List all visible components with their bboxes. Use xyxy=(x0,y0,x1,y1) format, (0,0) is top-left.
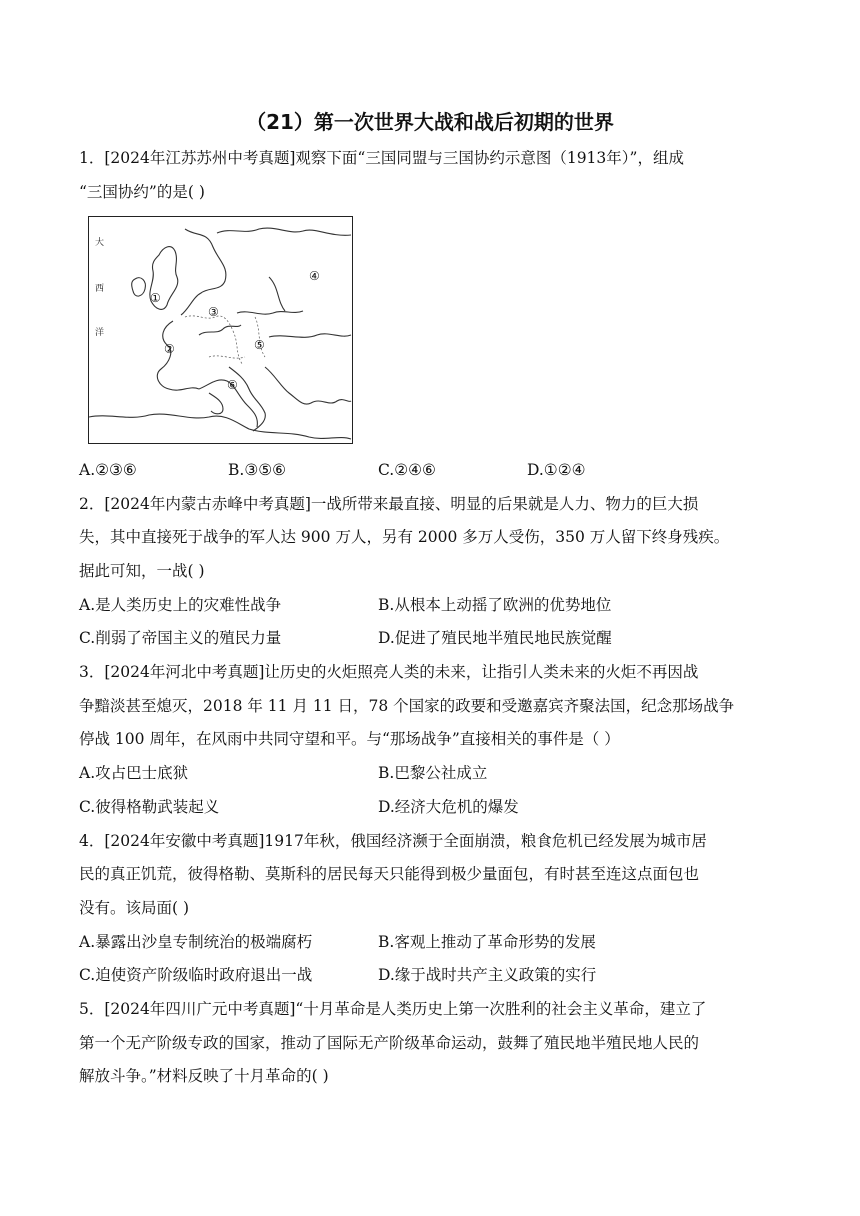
question-1-option-d[interactable]: D.①②④ xyxy=(527,461,586,479)
question-1-option-b[interactable]: B.③⑤⑥ xyxy=(228,461,287,479)
question-4-line-1: 4．[2024年安徽中考真题]1917年秋，俄国经济濒于全面崩溃，粮食危机已经发展为城市居 xyxy=(79,832,707,850)
question-3-option-d[interactable]: D.经济大危机的爆发 xyxy=(378,798,519,816)
question-4-line-2: 民的真正饥荒，彼得格勒、莫斯科的居民每天只能得到极少量面包，有时甚至连这点面包也 xyxy=(79,865,700,883)
question-4-line-3: 没有。该局面( ) xyxy=(79,899,190,917)
question-5-line-1: 5．[2024年四川广元中考真题]“十月革命是人类历史上第一次胜利的社会主义革命，建立了 xyxy=(79,1000,707,1018)
map-number-3: ③ xyxy=(208,305,219,319)
question-4-option-b[interactable]: B.客观上推动了革命形势的发展 xyxy=(378,933,596,951)
europe-map-image xyxy=(89,217,352,443)
question-3-option-c[interactable]: C.彼得格勒武装起义 xyxy=(79,798,220,816)
page-title: （21）第一次世界大战和战后初期的世界 xyxy=(246,110,614,134)
question-2-line-3: 据此可知，一战( ) xyxy=(79,562,205,580)
map-number-6: ⑥ xyxy=(227,378,238,392)
question-5-line-3: 解放斗争。”材料反映了十月革命的( ) xyxy=(79,1067,329,1085)
alliance-map-figure xyxy=(88,216,353,444)
question-3-line-1: 3．[2024年河北中考真题]让历史的火炬照亮人类的未来，让指引人类未来的火炬不再因战 xyxy=(79,663,699,681)
map-label-da: 大 xyxy=(95,238,105,248)
question-1-option-a[interactable]: A.②③⑥ xyxy=(79,461,137,479)
map-number-5: ⑤ xyxy=(254,338,265,352)
question-2-line-2: 失，其中直接死于战争的军人达 900 万人，另有 2000 多万人受伤，350 万人留下终身残疾。 xyxy=(79,528,730,546)
map-number-4: ④ xyxy=(309,269,320,283)
question-2-option-b[interactable]: B.从根本上动摇了欧洲的优势地位 xyxy=(378,596,612,614)
map-label-yang: 洋 xyxy=(95,328,105,338)
question-3-line-2: 争黯淡甚至熄灭，2018 年 11 月 11 日，78 个国家的政要和受邀嘉宾齐聚法国，纪念那场战争 xyxy=(79,697,735,715)
question-5-line-2: 第一个无产阶级专政的国家，推动了国际无产阶级革命运动，鼓舞了殖民地半殖民地人民的 xyxy=(79,1034,700,1052)
question-1-line-2: “三国协约”的是( ) xyxy=(79,183,205,201)
question-4-option-d[interactable]: D.缘于战时共产主义政策的实行 xyxy=(378,966,597,984)
question-2-option-d[interactable]: D.促进了殖民地半殖民地民族觉醒 xyxy=(378,629,612,647)
map-number-2: ② xyxy=(164,342,175,356)
map-number-1: ① xyxy=(150,291,161,305)
question-1-line-1: 1．[2024年江苏苏州中考真题]观察下面“三国同盟与三国协约示意图（1913年）”，组成 xyxy=(79,149,684,167)
question-4-option-c[interactable]: C.迫使资产阶级临时政府退出一战 xyxy=(79,966,313,984)
question-3-option-a[interactable]: A.攻占巴士底狱 xyxy=(79,764,189,782)
question-3-option-b[interactable]: B.巴黎公社成立 xyxy=(378,764,488,782)
question-3-line-3: 停战 100 周年，在风雨中共同守望和平。与“那场战争”直接相关的事件是（ ） xyxy=(79,730,620,748)
map-label-xi: 西 xyxy=(95,284,105,294)
question-2-option-a[interactable]: A.是人类历史上的灾难性战争 xyxy=(79,596,282,614)
question-2-line-1: 2．[2024年内蒙古赤峰中考真题]一战所带来最直接、明显的后果就是人力、物力的巨大损 xyxy=(79,495,699,513)
question-4-option-a[interactable]: A.暴露出沙皇专制统治的极端腐朽 xyxy=(79,933,313,951)
question-2-option-c[interactable]: C.削弱了帝国主义的殖民力量 xyxy=(79,629,282,647)
question-1-option-c[interactable]: C.②④⑥ xyxy=(378,461,436,479)
